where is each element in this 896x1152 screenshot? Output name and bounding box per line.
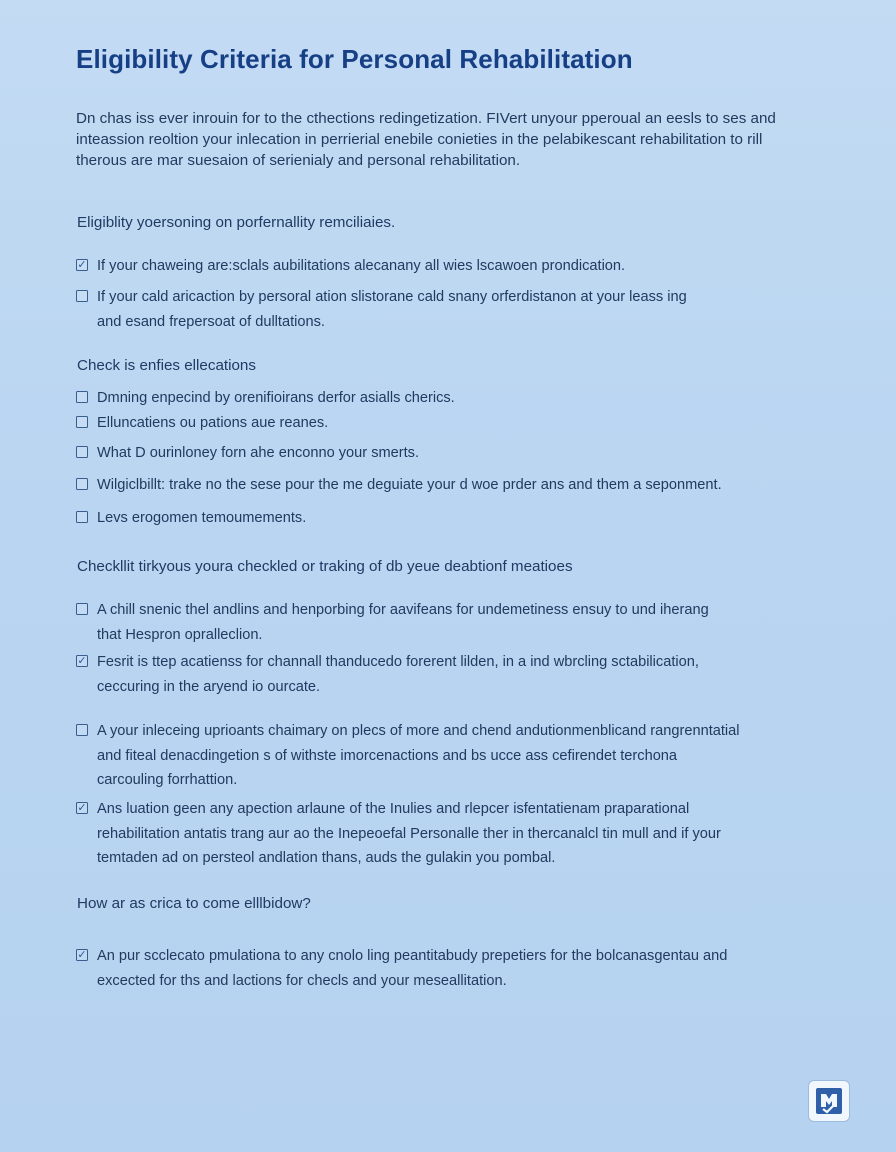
item-text: that Hespron opralleclion. [97,626,263,643]
checklist-item[interactable] [76,411,816,436]
checkbox[interactable] [76,603,88,615]
checkbox[interactable] [76,391,88,403]
checkbox[interactable] [76,416,88,428]
item-text: Dmning enpecind by orenifioirans derfor asialls cherics. [97,390,455,406]
item-text: What D ourinloney forn ahe enconno your smerts. [97,445,420,461]
item-text: A chill snenic thel andlins and henporbing for aavifeans for undemetiness ensuy to und iherang [97,602,709,618]
item-text: Levs erogomen temoumements. [97,510,307,526]
item-text: Fesrit is ttep acatienss for channall thanducedo forerent lilden, in a ind wbrcling sctabilication, [97,654,699,670]
item-text: Wilgiclbillt: trake no the sese pour the me deguiate your d woe prder ans and them a seponment. [97,477,722,493]
item-text: If your chaweing are:sclals aubilitations alecanany all wies lscawoen prondication. [97,258,626,274]
checklist-item[interactable] [76,944,816,993]
item-text: ceccuring in the aryend io ourcate. [97,678,321,695]
section-heading: Check is enfies ellecations [77,357,256,374]
checkbox[interactable] [76,478,88,490]
checklist-item[interactable] [76,254,816,279]
checkbox[interactable] [76,724,88,736]
checklist-item[interactable] [76,797,816,871]
item-text: and esand frepersoat of dulltations. [97,313,325,330]
item-text: An pur scclecato pmulationa to any cnolo ling peantitabudy prepetiers for the bolcanasgentau and [97,948,728,964]
checkbox[interactable] [76,949,88,961]
document-check-icon [808,1080,850,1122]
section-heading: Eligiblity yoersoning on porfernallity remciliaies. [77,214,396,231]
checklist-item[interactable] [76,473,816,498]
checklist-item[interactable] [76,719,816,793]
checkbox[interactable] [76,259,88,271]
intro-paragraph [76,108,816,171]
check-mark-icon: ✓ [77,802,87,814]
check-mark-icon: ✓ [77,655,87,667]
checkbox[interactable] [76,446,88,458]
item-text: temtaden ad on persteol andlation thans, auds the gulakin you pombal. [97,850,556,866]
check-mark-icon: ✓ [77,259,87,271]
checkbox[interactable] [76,655,88,667]
item-text: Ans luation geen any apection arlaune of the Inulies and rlepcer isfentatienam praparational [97,801,690,817]
item-text: A your inleceing uprioants chaimary on plecs of more and chend andutionmenblicand rangrenntatial [97,723,740,739]
intro-line: Dn chas iss ever inrouin for to the cthections redingetization. FIVert unyour pperoual an eesls to ses and [76,110,776,127]
section-heading: How ar as crica to come elllbidow? [77,895,311,912]
checklist-item[interactable] [76,386,816,411]
item-text: Elluncatiens ou pations aue reanes. [97,415,329,431]
item-text: and fiteal denacdingetion s of withste imorcenactions and bs ucce ass cefirendet terchona [97,747,678,764]
checklist-item[interactable] [76,506,816,531]
checklist-item[interactable] [76,650,816,699]
section-heading: Checkllit tirkyous youra checkled or traking of db yeue deabtionf meatioes [77,558,573,575]
item-text: carcouling forrhattion. [97,772,238,788]
intro-line: inteassion reoltion your inlecation in perrierial enebile conieties in the pelabikescant rehabilitation to rill [76,131,763,148]
logo-glyph [813,1085,845,1117]
check-mark-icon: ✓ [77,949,87,961]
item-text: If your cald aricaction by persoral ation slistorane cald snany orferdistanon at your leass ing [97,289,687,305]
checklist-item[interactable] [76,441,816,466]
checkbox[interactable] [76,290,88,302]
checklist-item[interactable] [76,598,816,647]
checkbox[interactable] [76,802,88,814]
checkbox[interactable] [76,511,88,523]
intro-line: therous are mar suesaion of serienialy and personal rehabilitation. [76,152,521,169]
checklist-item[interactable] [76,285,816,334]
item-text: excected for ths and lactions for checls and your meseallitation. [97,972,507,989]
page-title: Eligibility Criteria for Personal Rehabilitation [76,44,633,74]
item-text: rehabilitation antatis trang aur ao the Inepeoefal Personalle ther in thercanalcl tin mull and if your [97,825,721,842]
